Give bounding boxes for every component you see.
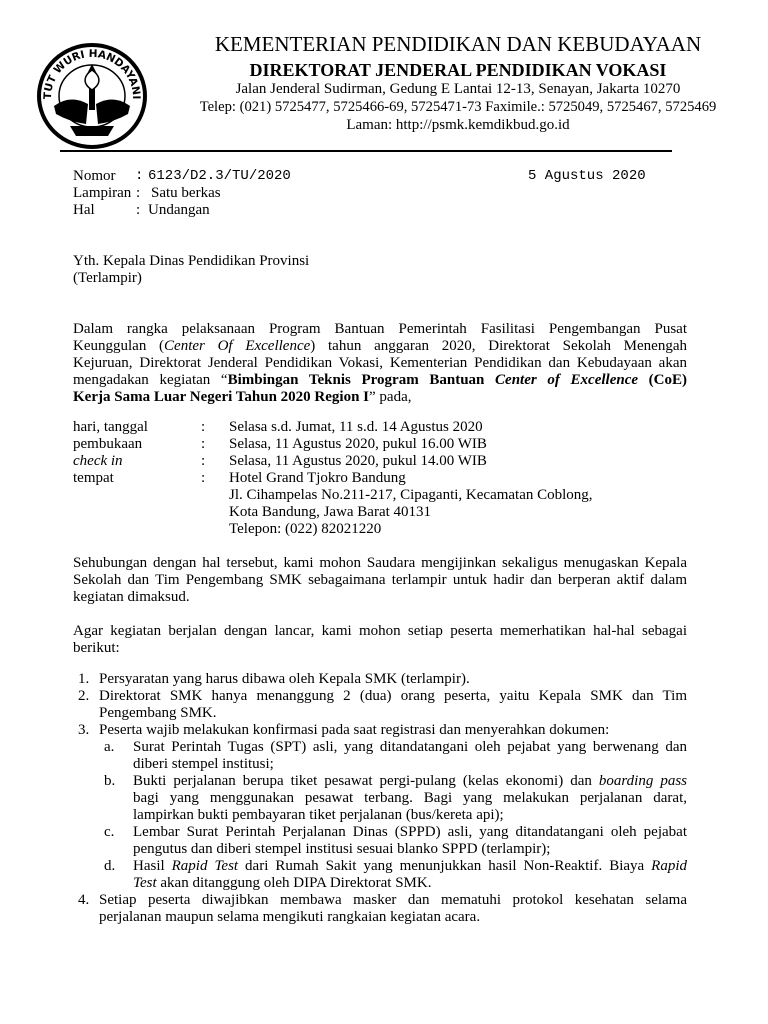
item-2-line-1: Direktorat SMK hanya menanggung 2 (dua) orang peserta, yaitu Kepala SMK dan Tim xyxy=(99,688,687,704)
office-website: Laman: http://psmk.kemdikbud.go.id xyxy=(346,117,570,133)
letter-date: 5 Agustus 2020 xyxy=(528,168,646,184)
nomor-colon: : xyxy=(135,168,144,184)
item-4-line-1: Setiap peserta diwajibkan membawa masker dan mematuhi protokol kesehatan selama xyxy=(99,892,687,908)
schedule-place-city: Kota Bandung, Jawa Barat 40131 xyxy=(229,504,432,520)
notice-line-1: Agar kegiatan berjalan dengan lancar, kami mohon setiap peserta memerhatikan hal-hal sebagai xyxy=(73,623,687,639)
letterhead-divider xyxy=(60,150,672,152)
subitem-b-line-2: bagi yang menggunakan pesawat terbang. Bagi yang melakukan perjalanan darat, xyxy=(133,790,687,806)
schedule-opening-label: pembukaan xyxy=(73,436,143,452)
subitem-letter: d. xyxy=(104,858,116,874)
subitem-b-line-3: lampirkan bukti pembayaran tiket perjalanan (bus/kereta api); xyxy=(133,807,504,823)
schedule-colon: : xyxy=(201,470,206,486)
schedule-place-street: Jl. Cihampelas No.211-217, Cipaganti, Kecamatan Coblong, xyxy=(229,487,593,503)
request-line-1: Sehubungan dengan hal tersebut, kami mohon Saudara mengijinkan sekaligus menugaskan Kepala xyxy=(73,555,687,571)
schedule-place-phone: Telepon: (022) 82021220 xyxy=(229,521,382,537)
hal-label: Hal xyxy=(73,202,95,218)
schedule-day-value: Selasa s.d. Jumat, 11 s.d. 14 Agustus 2020 xyxy=(229,419,483,435)
schedule-opening-value: Selasa, 11 Agustus 2020, pukul 16.00 WIB xyxy=(229,436,487,452)
schedule-place-name: Hotel Grand Tjokro Bandung xyxy=(229,470,406,486)
letter-number: 6123/D2.3/TU/2020 xyxy=(148,168,291,184)
item-3-text: Peserta wajib melakukan konfirmasi pada saat registrasi dan menyerahkan dokumen: xyxy=(99,722,610,738)
svg-text:TUT WURI HANDAYANI: TUT WURI HANDAYANI xyxy=(41,47,143,100)
lampiran-colon: : xyxy=(136,185,141,201)
ministry-name: KEMENTERIAN PENDIDIKAN DAN KEBUDAYAAN xyxy=(214,32,702,56)
subitem-letter: b. xyxy=(104,773,116,789)
intro-line-3: Kejuruan, Direktorat Jenderal Pendidikan Vokasi, Kementerian Pendidikan dan Kebudayaan akan xyxy=(73,355,687,371)
tut-wuri-handayani-logo xyxy=(36,40,148,150)
notice-line-2: berikut: xyxy=(73,640,120,656)
hal-colon: : xyxy=(136,202,141,218)
schedule-checkin-label: check in xyxy=(73,453,123,469)
subitem-d-line-2: Test akan ditanggung oleh DIPA Direktorat SMK. xyxy=(133,875,432,891)
intro-line-4: mengadakan kegiatan “Bimbingan Teknis Program Bantuan Center of Excellence (CoE) xyxy=(73,372,688,388)
item-2-line-2: Pengembang SMK. xyxy=(99,705,217,721)
intro-line-1: Dalam rangka pelaksanaan Program Bantuan Pemerintah Fasilitasi Pengembangan Pusat xyxy=(73,321,687,337)
nomor-label: Nomor xyxy=(73,168,116,184)
intro-line-2: Keunggulan (Center Of Excellence) tahun anggaran 2020, Direktorat Sekolah Menengah xyxy=(73,338,687,354)
office-telephone: Telep: (021) 5725477, 5725466-69, 5725471-73 Faximile.: 5725049, 5725467, 5725469 xyxy=(199,99,717,115)
lampiran-value: Satu berkas xyxy=(151,185,221,201)
directorate-name: DIREKTORAT JENDERAL PENDIDIKAN VOKASI xyxy=(249,60,667,80)
schedule-day-label: hari, tanggal xyxy=(73,419,148,435)
subitem-b-line-1: Bukti perjalanan berupa tiket pesawat pergi-pulang (kelas ekonomi) dan boarding pass xyxy=(133,773,687,789)
office-address: Jalan Jenderal Sudirman, Gedung E Lantai 12-13, Senayan, Jakarta 10270 xyxy=(235,81,681,97)
item-number: 2. xyxy=(78,688,90,704)
subitem-c-line-2: pengutus dan diberi stempel institusi sesuai blanko SPPD (terlampir); xyxy=(133,841,551,857)
recipient-note: (Terlampir) xyxy=(73,270,142,286)
schedule-colon: : xyxy=(201,436,206,452)
lampiran-label: Lampiran xyxy=(73,185,132,201)
subitem-letter: c. xyxy=(104,824,115,840)
item-number: 3. xyxy=(78,722,90,738)
subitem-a-line-1: Surat Perintah Tugas (SPT) asli, yang ditandatangani oleh pejabat yang berwenang dan xyxy=(133,739,687,755)
item-number: 4. xyxy=(78,892,90,908)
item-1-text: Persyaratan yang harus dibawa oleh Kepala SMK (terlampir). xyxy=(99,671,470,687)
recipient-line: Yth. Kepala Dinas Pendidikan Provinsi xyxy=(73,253,310,269)
hal-value: Undangan xyxy=(148,202,210,218)
request-line-2: Sekolah dan Tim Pengembang SMK sebagaimana terlampir untuk hadir dan berperan aktif dalam xyxy=(73,572,687,588)
schedule-checkin-value: Selasa, 11 Agustus 2020, pukul 14.00 WIB xyxy=(229,453,487,469)
request-line-3: kegiatan dimaksud. xyxy=(73,589,190,605)
schedule-colon: : xyxy=(201,419,206,435)
item-4-line-2: perjalanan maupun selama mengikuti rangkaian kegiatan acara. xyxy=(99,909,481,925)
subitem-d-line-1: Hasil Rapid Test dari Rumah Sakit yang menunjukkan hasil Non-Reaktif. Biaya Rapid xyxy=(133,858,687,874)
intro-line-5: Kerja Sama Luar Negeri Tahun 2020 Region I” pada, xyxy=(73,389,412,405)
subitem-a-line-2: diberi stempel institusi; xyxy=(133,756,274,772)
subitem-c-line-1: Lembar Surat Perintah Perjalanan Dinas (SPPD) asli, yang ditandatangani oleh pejabat xyxy=(133,824,687,840)
subitem-letter: a. xyxy=(104,739,115,755)
item-number: 1. xyxy=(78,671,90,687)
schedule-place-label: tempat xyxy=(73,470,114,486)
schedule-colon: : xyxy=(201,453,206,469)
